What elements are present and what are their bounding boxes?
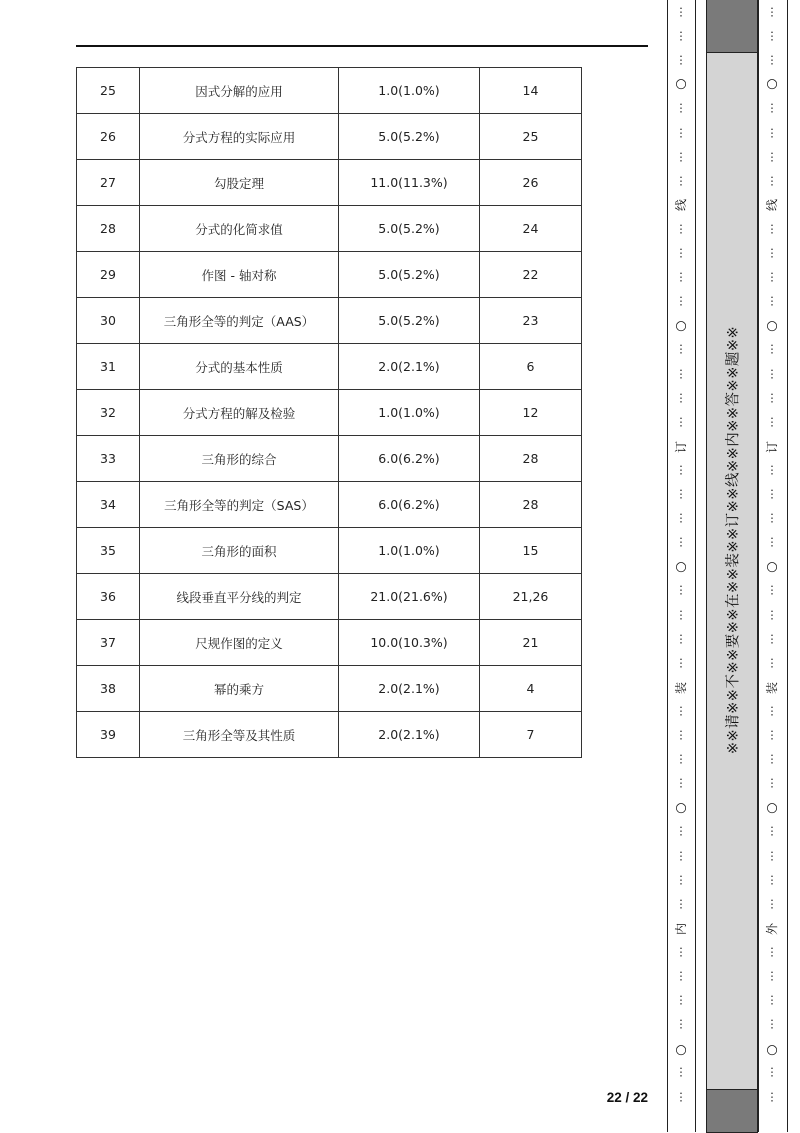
knowledge-point-cell: 三角形的面积 (140, 528, 339, 574)
binding-dots: ⋮ (675, 1017, 687, 1031)
outer-binding-word: 外 (765, 922, 779, 936)
table-row (77, 160, 582, 206)
binding-dots: ⋮ (675, 535, 687, 549)
binding-band-bottom-cap (706, 1089, 758, 1133)
binding-dots: ⋮ (766, 945, 778, 959)
binding-dots: ⋮ (766, 704, 778, 718)
knowledge-point-cell: 分式的基本性质 (140, 344, 339, 390)
binding-hole-circle: ○ (766, 76, 778, 92)
inner-strip-right-border (695, 0, 696, 1132)
page-number: 22 / 22 (606, 1090, 648, 1105)
binding-hole-circle: ○ (675, 318, 687, 334)
binding-dots: ⋮ (766, 776, 778, 790)
binding-dots: ⋮ (675, 487, 687, 501)
binding-dots: ⋮ (766, 53, 778, 67)
binding-dots: ⋮ (766, 824, 778, 838)
outer-binding-marks (762, 0, 782, 1132)
binding-dots: ⋮ (675, 511, 687, 525)
binding-dots: ⋮ (675, 969, 687, 983)
row-number-cell: 34 (77, 482, 140, 528)
knowledge-point-cell: 分式方程的解及检验 (140, 390, 339, 436)
item-numbers-cell: 12 (480, 390, 582, 436)
row-number-cell: 37 (77, 620, 140, 666)
item-numbers-cell: 26 (480, 160, 582, 206)
knowledge-point-cell: 作图 - 轴对称 (140, 252, 339, 298)
table-row (77, 344, 582, 390)
row-number-cell: 38 (77, 666, 140, 712)
binding-dots: ⋮ (766, 511, 778, 525)
binding-hole-circle: ○ (675, 76, 687, 92)
binding-dots: ⋮ (766, 632, 778, 646)
binding-hole-circle: ○ (766, 1042, 778, 1058)
binding-dots: ⋮ (675, 608, 687, 622)
binding-dots: ⋮ (766, 487, 778, 501)
binding-dots: ⋮ (675, 415, 687, 429)
binding-dots: ⋮ (675, 246, 687, 260)
row-number-cell: 29 (77, 252, 140, 298)
binding-band-top-cap (706, 0, 758, 53)
knowledge-point-cell: 分式的化简求值 (140, 206, 339, 252)
item-numbers-cell: 22 (480, 252, 582, 298)
inner-binding-word: 线 (674, 198, 688, 212)
binding-dots: ⋮ (766, 656, 778, 670)
table-row (77, 666, 582, 712)
item-numbers-cell: 6 (480, 344, 582, 390)
score-cell: 6.0(6.2%) (339, 482, 480, 528)
binding-dots: ⋮ (766, 463, 778, 477)
table-row (77, 482, 582, 528)
row-number-cell: 31 (77, 344, 140, 390)
score-cell: 5.0(5.2%) (339, 252, 480, 298)
binding-dots: ⋮ (675, 367, 687, 381)
binding-dots: ⋮ (766, 246, 778, 260)
item-numbers-cell: 14 (480, 68, 582, 114)
binding-dots: ⋮ (675, 656, 687, 670)
binding-dots: ⋮ (675, 776, 687, 790)
table-row (77, 206, 582, 252)
table-row (77, 252, 582, 298)
binding-dots: ⋮ (766, 535, 778, 549)
binding-hole-circle: ○ (675, 1042, 687, 1058)
binding-dots: ⋮ (675, 5, 687, 19)
binding-dots: ⋮ (766, 101, 778, 115)
binding-dots: ⋮ (766, 1017, 778, 1031)
knowledge-point-cell: 勾股定理 (140, 160, 339, 206)
binding-dots: ⋮ (675, 174, 687, 188)
item-numbers-cell: 21 (480, 620, 582, 666)
knowledge-point-cell: 因式分解的应用 (140, 68, 339, 114)
binding-dots: ⋮ (766, 342, 778, 356)
header-rule (76, 45, 648, 47)
binding-dots: ⋮ (675, 993, 687, 1007)
binding-dots: ⋮ (675, 222, 687, 236)
binding-dots: ⋮ (766, 29, 778, 43)
score-cell: 5.0(5.2%) (339, 298, 480, 344)
score-cell: 2.0(2.1%) (339, 712, 480, 758)
knowledge-point-cell: 三角形全等的判定（AAS） (140, 298, 339, 344)
binding-dots: ⋮ (766, 391, 778, 405)
score-cell: 5.0(5.2%) (339, 206, 480, 252)
table-row (77, 574, 582, 620)
binding-dots: ⋮ (675, 463, 687, 477)
inner-binding-word: 内 (674, 922, 688, 936)
binding-dots: ⋮ (675, 873, 687, 887)
table-row (77, 390, 582, 436)
binding-dots: ⋮ (766, 126, 778, 140)
table-row (77, 712, 582, 758)
binding-dots: ⋮ (675, 294, 687, 308)
row-number-cell: 39 (77, 712, 140, 758)
row-number-cell: 26 (77, 114, 140, 160)
score-cell: 1.0(1.0%) (339, 68, 480, 114)
binding-dots: ⋮ (766, 222, 778, 236)
knowledge-point-cell: 幂的乘方 (140, 666, 339, 712)
item-numbers-cell: 21,26 (480, 574, 582, 620)
score-cell: 1.0(1.0%) (339, 528, 480, 574)
row-number-cell: 32 (77, 390, 140, 436)
binding-dots: ⋮ (766, 270, 778, 284)
binding-dots: ⋮ (675, 704, 687, 718)
outer-binding-word: 线 (765, 198, 779, 212)
knowledge-point-cell: 线段垂直平分线的判定 (140, 574, 339, 620)
binding-dots: ⋮ (675, 824, 687, 838)
table-row (77, 528, 582, 574)
item-numbers-cell: 24 (480, 206, 582, 252)
score-cell: 5.0(5.2%) (339, 114, 480, 160)
binding-dots: ⋮ (675, 342, 687, 356)
binding-dots: ⋮ (675, 945, 687, 959)
binding-dots: ⋮ (675, 126, 687, 140)
binding-dots: ⋮ (675, 583, 687, 597)
binding-dots: ⋮ (766, 897, 778, 911)
binding-dots: ⋮ (766, 583, 778, 597)
score-cell: 2.0(2.1%) (339, 666, 480, 712)
row-number-cell: 28 (77, 206, 140, 252)
binding-dots: ⋮ (675, 150, 687, 164)
knowledge-point-cell: 三角形全等的判定（SAS） (140, 482, 339, 528)
binding-hole-circle: ○ (675, 559, 687, 575)
inner-binding-word: 订 (674, 440, 688, 454)
binding-dots: ⋮ (675, 752, 687, 766)
binding-dots: ⋮ (766, 993, 778, 1007)
table-row (77, 114, 582, 160)
binding-dots: ⋮ (766, 728, 778, 742)
row-number-cell: 33 (77, 436, 140, 482)
binding-dots: ⋮ (766, 608, 778, 622)
outer-binding-word: 订 (765, 440, 779, 454)
table-row (77, 436, 582, 482)
binding-hole-circle: ○ (766, 318, 778, 334)
binding-dots: ⋮ (766, 849, 778, 863)
binding-dots: ⋮ (766, 367, 778, 381)
knowledge-point-cell: 三角形全等及其性质 (140, 712, 339, 758)
binding-dots: ⋮ (766, 1065, 778, 1079)
binding-dots: ⋮ (766, 415, 778, 429)
item-numbers-cell: 28 (480, 482, 582, 528)
item-numbers-cell: 4 (480, 666, 582, 712)
binding-dots: ⋮ (675, 849, 687, 863)
binding-dots: ⋮ (766, 174, 778, 188)
outer-strip-right-border (787, 0, 788, 1132)
binding-dots: ⋮ (675, 728, 687, 742)
binding-hole-circle: ○ (766, 559, 778, 575)
knowledge-point-cell: 尺规作图的定义 (140, 620, 339, 666)
item-numbers-cell: 15 (480, 528, 582, 574)
row-number-cell: 25 (77, 68, 140, 114)
score-cell: 10.0(10.3%) (339, 620, 480, 666)
item-numbers-cell: 25 (480, 114, 582, 160)
binding-dots: ⋮ (675, 897, 687, 911)
binding-dots: ⋮ (766, 150, 778, 164)
table-row (77, 620, 582, 666)
knowledge-point-cell: 分式方程的实际应用 (140, 114, 339, 160)
row-number-cell: 30 (77, 298, 140, 344)
score-cell: 6.0(6.2%) (339, 436, 480, 482)
item-numbers-cell: 23 (480, 298, 582, 344)
knowledge-point-cell: 三角形的综合 (140, 436, 339, 482)
binding-dots: ⋮ (766, 5, 778, 19)
binding-dots: ⋮ (766, 752, 778, 766)
binding-dots: ⋮ (675, 1065, 687, 1079)
row-number-cell: 27 (77, 160, 140, 206)
binding-dots: ⋮ (675, 29, 687, 43)
row-number-cell: 35 (77, 528, 140, 574)
inner-strip-left-border (667, 0, 668, 1132)
binding-notice: ※※请※※不※※要※※在※※装※※订※※线※※内※※答※※题※※ (725, 325, 742, 755)
binding-dots: ⋮ (675, 270, 687, 284)
score-cell: 2.0(2.1%) (339, 344, 480, 390)
binding-dots: ⋮ (675, 391, 687, 405)
binding-dots: ⋮ (675, 1090, 687, 1104)
score-cell: 21.0(21.6%) (339, 574, 480, 620)
binding-dots: ⋮ (675, 632, 687, 646)
item-numbers-cell: 7 (480, 712, 582, 758)
inner-binding-marks (671, 0, 691, 1132)
inner-binding-word: 装 (674, 681, 688, 695)
binding-dots: ⋮ (675, 101, 687, 115)
binding-hole-circle: ○ (675, 800, 687, 816)
score-cell: 1.0(1.0%) (339, 390, 480, 436)
binding-dots: ⋮ (766, 969, 778, 983)
outer-binding-word: 装 (765, 681, 779, 695)
binding-hole-circle: ○ (766, 800, 778, 816)
binding-dots: ⋮ (766, 873, 778, 887)
outer-strip-left-border (758, 0, 759, 1132)
binding-dots: ⋮ (766, 1090, 778, 1104)
table-row (77, 68, 582, 114)
binding-dots: ⋮ (766, 294, 778, 308)
score-cell: 11.0(11.3%) (339, 160, 480, 206)
item-numbers-cell: 28 (480, 436, 582, 482)
knowledge-point-table (76, 67, 582, 758)
table-row (77, 298, 582, 344)
row-number-cell: 36 (77, 574, 140, 620)
binding-dots: ⋮ (675, 53, 687, 67)
